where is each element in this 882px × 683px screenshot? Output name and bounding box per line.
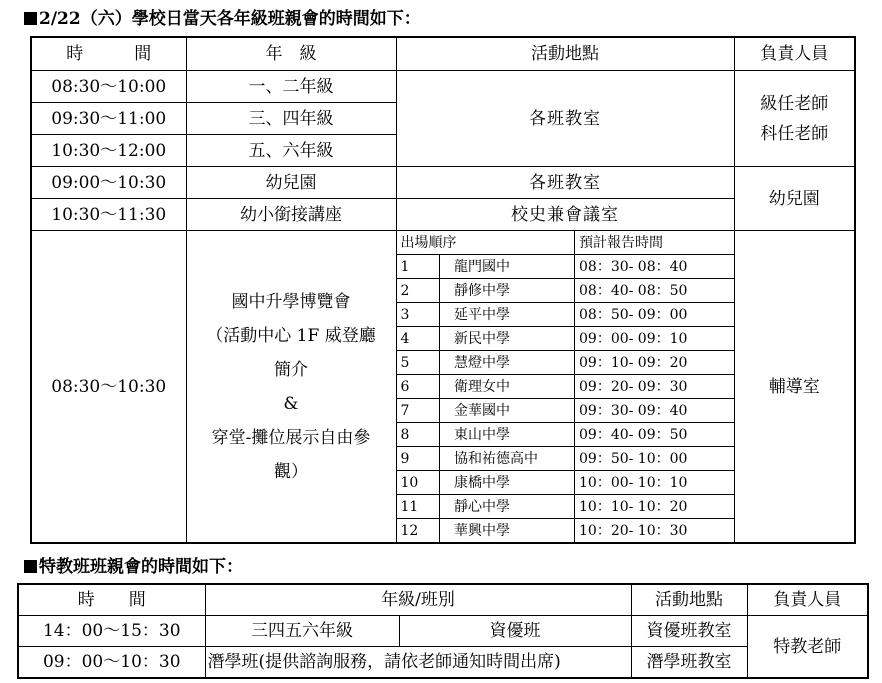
- fair-description: [186, 231, 396, 544]
- time-cell: 09:30～11:00: [31, 103, 186, 135]
- location-cell: 各班教室: [396, 167, 734, 199]
- school-order-cell: 12: [397, 519, 440, 543]
- header-grade: 年級/班別: [205, 584, 631, 616]
- school-name-cell: 協和祐德高中: [440, 447, 575, 471]
- grade-cell: 五、六年級: [186, 135, 396, 167]
- school-time-cell: 10：00- 10：10: [575, 471, 734, 495]
- school-time-cell: 08：30- 08：40: [575, 255, 734, 279]
- class-cell: 資優班: [399, 616, 631, 647]
- grade-cell: 一、二年級: [186, 71, 396, 103]
- school-order-cell: 3: [397, 303, 440, 327]
- location-cell: 各班教室: [396, 71, 734, 167]
- class-cell: 潛學班(提供諮詢服務，請依老師通知時間出席): [205, 647, 631, 679]
- grade-cell: 三四五六年級: [205, 616, 399, 647]
- table-row: [397, 399, 734, 423]
- section-heading-2: [24, 557, 243, 577]
- school-order-cell: 7: [397, 399, 440, 423]
- header-time: 時 間: [31, 37, 186, 71]
- school-time-cell: 10：10- 10：20: [575, 495, 734, 519]
- location-cell: 資優班教室: [631, 616, 747, 647]
- col-header-time: 預計報告時間: [575, 231, 734, 255]
- staff-cell: 幼兒園: [734, 167, 855, 231]
- time-cell: 10:30～12:00: [31, 135, 186, 167]
- heading-2-text: 特教班班親會的時間如下：: [39, 557, 243, 577]
- table-row: [397, 279, 734, 303]
- school-name-cell: 衛理女中: [440, 375, 575, 399]
- location-cell: 校史兼會議室: [396, 199, 734, 231]
- school-order-cell: 9: [397, 447, 440, 471]
- staff-line: 級任老師: [760, 93, 829, 114]
- school-time-cell: 09：10- 09：20: [575, 351, 734, 375]
- fair-desc-line: 國中升學博覽會: [231, 291, 351, 312]
- header-location: 活動地點: [631, 584, 747, 616]
- school-order-cell: 5: [397, 351, 440, 375]
- header-staff: 負責人員: [734, 37, 855, 71]
- school-name-cell: 龍門國中: [440, 255, 575, 279]
- black-square-icon: [24, 560, 37, 573]
- time-cell: 08:30～10:00: [31, 71, 186, 103]
- section-heading-1: [24, 9, 421, 29]
- school-name-cell: 金華國中: [440, 399, 575, 423]
- table-row: [397, 471, 734, 495]
- col-header-order: 出場順序: [397, 231, 575, 255]
- school-name-cell: 新民中學: [440, 327, 575, 351]
- school-name-cell: 靜修中學: [440, 279, 575, 303]
- grade-cell: 幼兒園: [186, 167, 396, 199]
- fair-desc-line: &: [283, 393, 299, 414]
- grade-cell: 幼小銜接講座: [186, 199, 396, 231]
- time-cell: 10:30～11:30: [31, 199, 186, 231]
- fair-desc-line: 觀）: [274, 461, 308, 482]
- fair-desc-line: （活動中心 1F 威登廳: [206, 325, 376, 346]
- school-name-cell: 靜心中學: [440, 495, 575, 519]
- time-cell: 08:30～10:30: [31, 231, 186, 544]
- staff-cell: 特教老師: [747, 616, 868, 679]
- school-time-cell: 09：20- 09：30: [575, 375, 734, 399]
- school-time-cell: 08：50- 09：00: [575, 303, 734, 327]
- time-cell: 09:00～10:30: [31, 167, 186, 199]
- school-order-cell: 1: [397, 255, 440, 279]
- staff-line: 科任老師: [760, 123, 829, 144]
- header-staff: 負責人員: [747, 584, 868, 616]
- school-schedule-table: [397, 231, 734, 542]
- staff-cell: [734, 71, 855, 167]
- school-order-cell: 4: [397, 327, 440, 351]
- table-row: [397, 447, 734, 471]
- school-name-cell: 慧燈中學: [440, 351, 575, 375]
- school-time-cell: 09：30- 09：40: [575, 399, 734, 423]
- school-name-cell: 東山中學: [440, 423, 575, 447]
- school-name-cell: 華興中學: [440, 519, 575, 543]
- school-time-cell: 09：00- 09：10: [575, 327, 734, 351]
- header-location: 活動地點: [396, 37, 734, 71]
- table-row: [397, 327, 734, 351]
- school-order-cell: 11: [397, 495, 440, 519]
- staff-cell: 輔導室: [734, 231, 855, 544]
- table-row: [397, 495, 734, 519]
- special-ed-schedule-table: [17, 583, 869, 679]
- table-row: [397, 423, 734, 447]
- school-time-cell: 10：20- 10：30: [575, 519, 734, 543]
- table-row: [397, 351, 734, 375]
- heading-1-text: 2/22（六）學校日當天各年級班親會的時間如下：: [39, 9, 421, 29]
- school-order-cell: 2: [397, 279, 440, 303]
- table-row: [397, 303, 734, 327]
- school-schedule-cell: [396, 231, 734, 544]
- table-row: [397, 231, 734, 255]
- grade-cell: 三、四年級: [186, 103, 396, 135]
- table-row: [397, 375, 734, 399]
- header-grade: 年 級: [186, 37, 396, 71]
- black-square-icon: [24, 12, 37, 25]
- school-name-cell: 延平中學: [440, 303, 575, 327]
- time-cell: 09：00～10：30: [18, 647, 205, 679]
- location-cell: 潛學班教室: [631, 647, 747, 679]
- fair-desc-line: 穿堂-攤位展示自由參: [211, 427, 371, 448]
- header-time: 時 間: [18, 584, 205, 616]
- school-time-cell: 09：50- 10：00: [575, 447, 734, 471]
- school-time-cell: 08：40- 08：50: [575, 279, 734, 303]
- school-order-cell: 10: [397, 471, 440, 495]
- school-name-cell: 康橋中學: [440, 471, 575, 495]
- parent-teacher-schedule-table: [30, 36, 856, 544]
- table-row: [397, 255, 734, 279]
- school-order-cell: 6: [397, 375, 440, 399]
- table-row: [397, 519, 734, 543]
- school-time-cell: 09：40- 09：50: [575, 423, 734, 447]
- time-cell: 14：00～15：30: [18, 616, 205, 647]
- school-order-cell: 8: [397, 423, 440, 447]
- fair-desc-line: 簡介: [274, 359, 308, 380]
